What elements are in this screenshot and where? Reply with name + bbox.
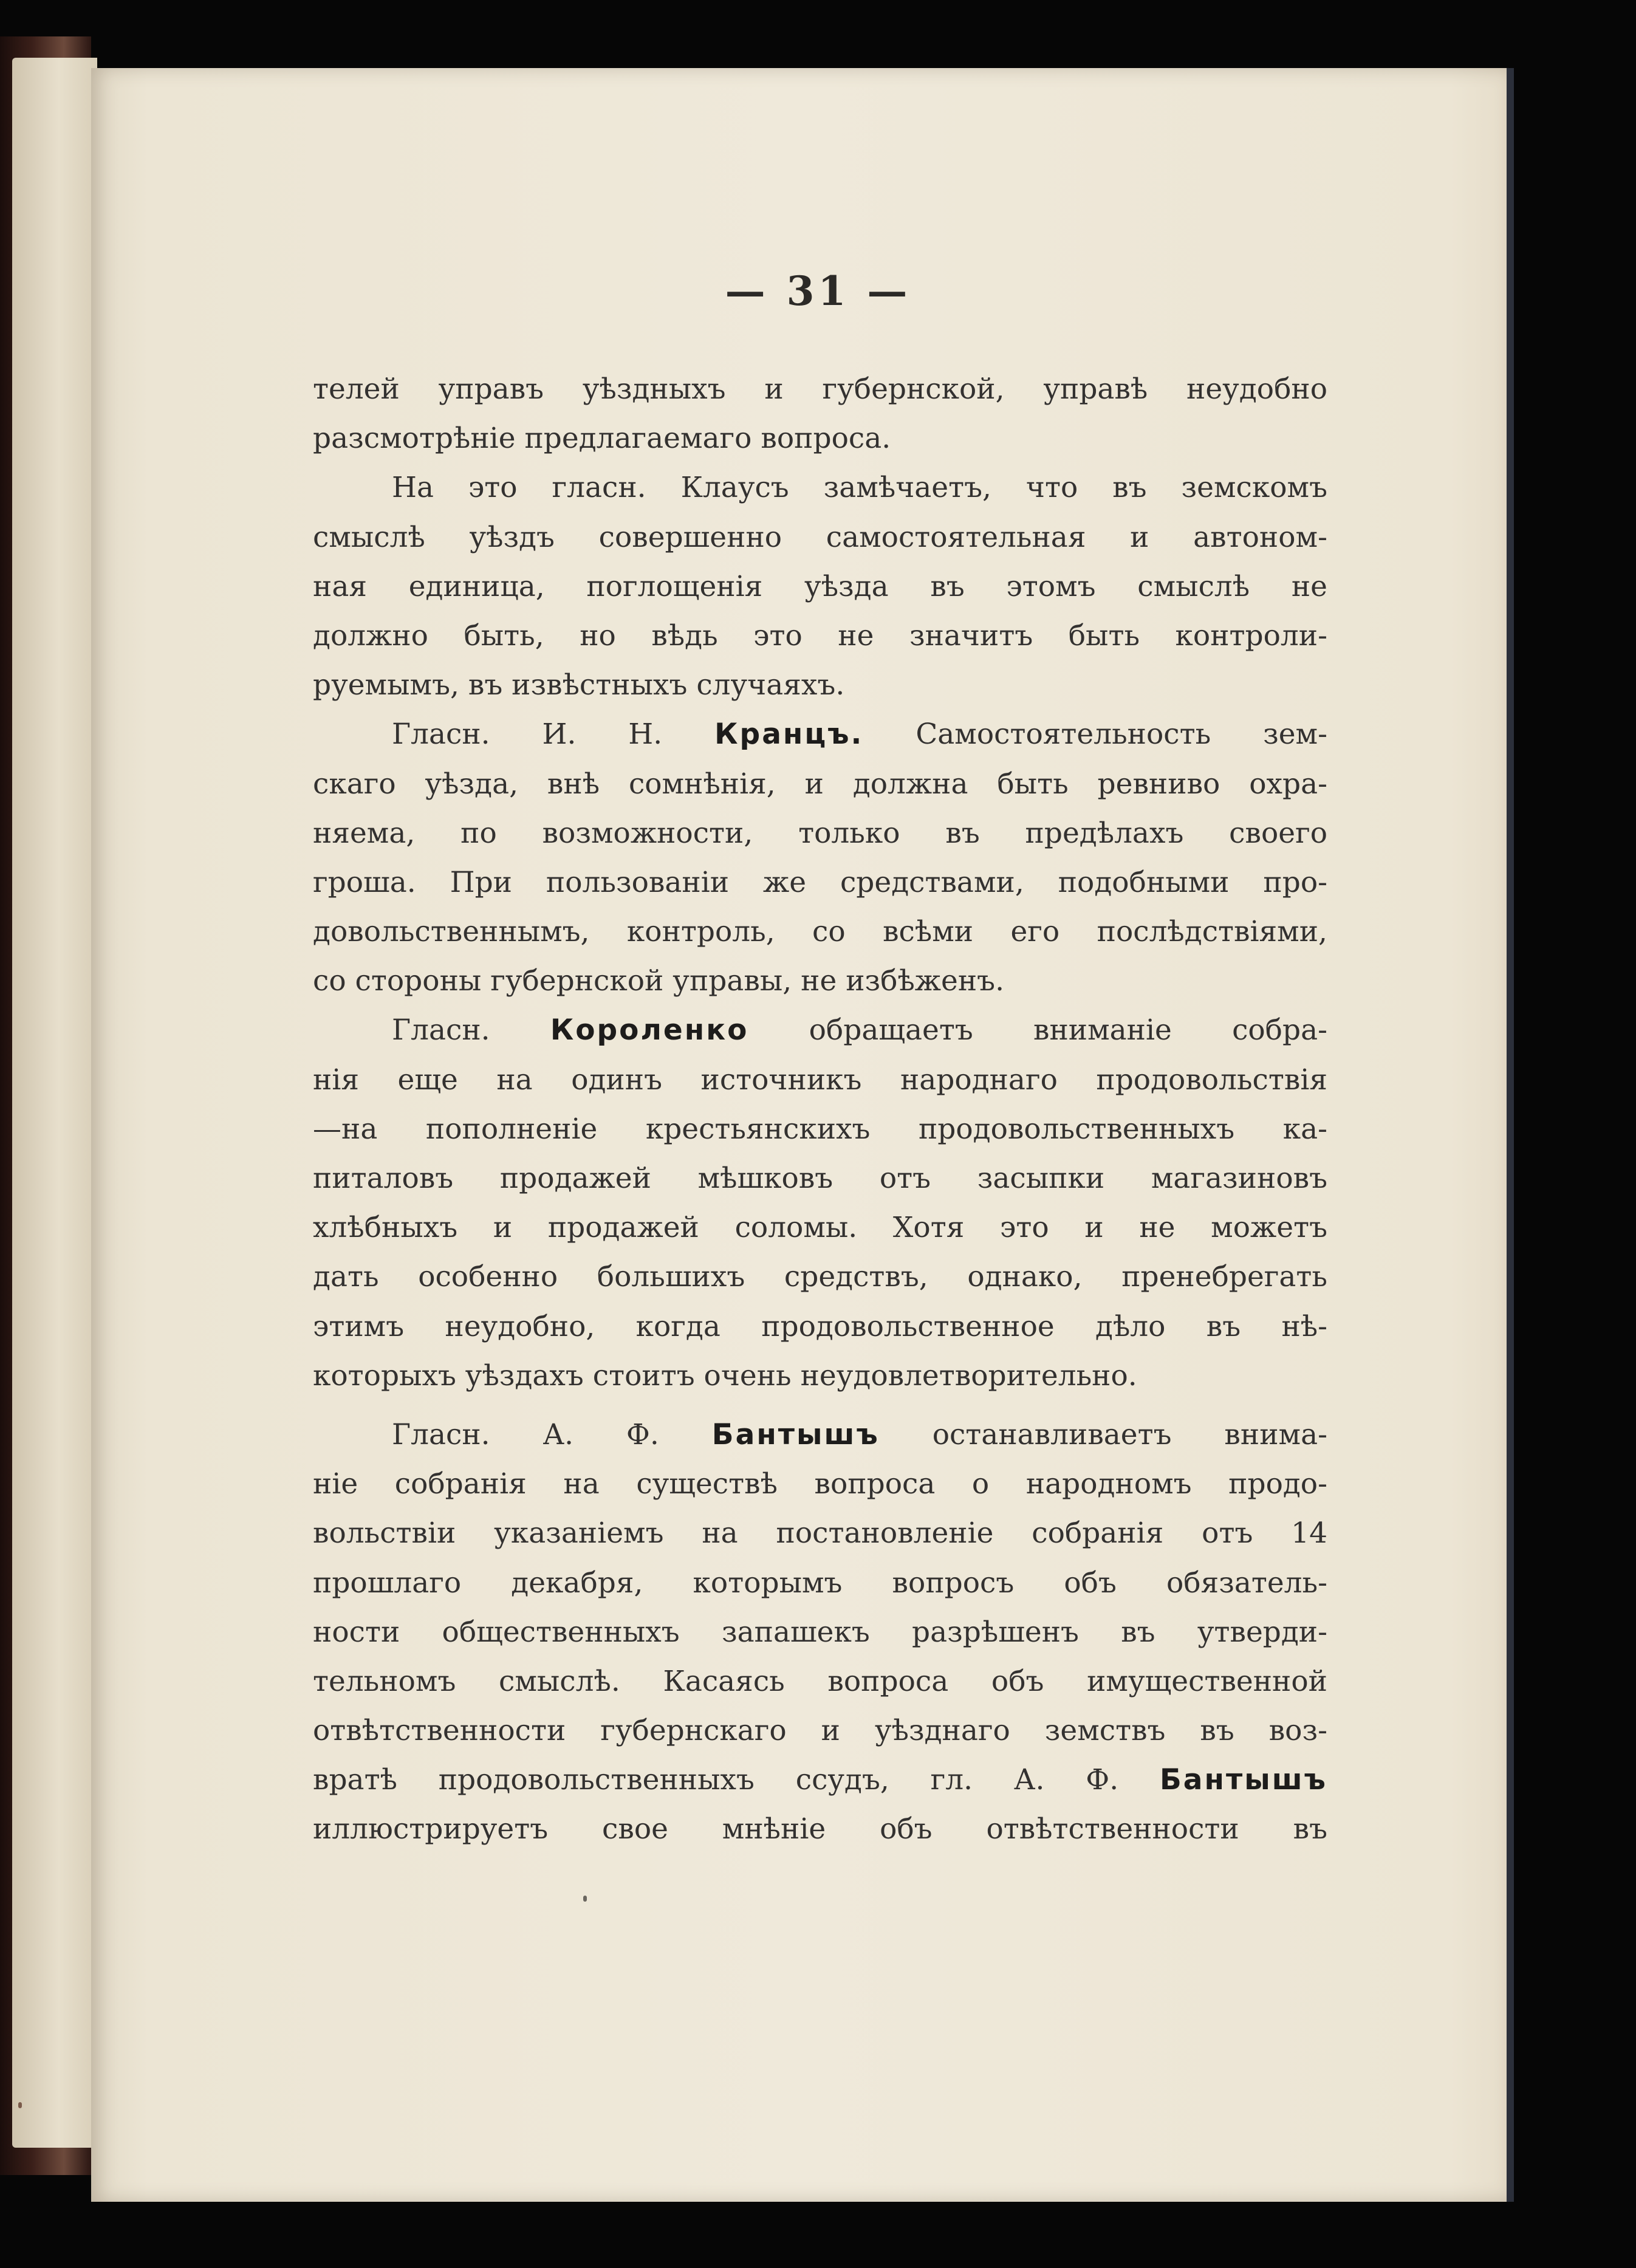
speaker-name: Бантышъ xyxy=(1159,1763,1327,1797)
speaker-name: Кранцъ. xyxy=(714,718,864,752)
text-line: этимъ неудобно, когда продовольственное дѣло въ нѣ- xyxy=(313,1309,1327,1343)
text-line: тельномъ смыслѣ. Касаясь вопроса объ имущественной xyxy=(313,1664,1327,1698)
text-line: няема, по возможности, только въ предѣлахъ своего xyxy=(313,816,1327,850)
text-line xyxy=(313,710,1327,759)
text-line: которыхъ уѣздахъ стоитъ очень неудовлетворительно. xyxy=(313,1358,1137,1393)
text-line: отвѣтственности губернскаго и уѣзднаго земствъ въ воз- xyxy=(313,1714,1327,1748)
text-line: ная единица, поглощенія уѣзда въ этомъ смыслѣ не xyxy=(313,569,1327,603)
paragraph-gap xyxy=(313,1400,1327,1410)
speaker-prefix: Гласн. И. Н. xyxy=(392,718,663,752)
text-line: довольственнымъ, контроль, со всѣми его послѣдствіями, xyxy=(313,915,1327,949)
text-line: питаловъ продажей мѣшковъ отъ засыпки магазиновъ xyxy=(313,1162,1327,1195)
page-number: — 31 — xyxy=(725,267,911,315)
text-line xyxy=(313,1006,1327,1055)
text-line: вольствіи указаніемъ на постановленіе собранія отъ 14 xyxy=(313,1516,1327,1550)
text-line xyxy=(313,1755,1327,1804)
speaker-prefix: Гласн. А. Ф. xyxy=(392,1417,659,1451)
text-segment: останавливаетъ внима- xyxy=(932,1417,1327,1451)
text-line: руемымъ, въ извѣстныхъ случаяхъ. xyxy=(313,668,845,702)
paper-speck xyxy=(583,1896,587,1902)
speaker-name: Короленко xyxy=(550,1013,749,1047)
text-line: ности общественныхъ запашекъ разрѣшенъ въ утверди- xyxy=(313,1615,1327,1649)
text-line xyxy=(313,1410,1327,1459)
text-segment: вратѣ продовольственныхъ ссудъ, гл. А. Ф. xyxy=(313,1763,1119,1797)
text-line: телей управъ уѣздныхъ и губернской, управѣ неудобно xyxy=(313,372,1327,406)
text-line: со стороны губернской управы, не избѣженъ. xyxy=(313,964,1005,998)
text-segment: обращаетъ вниманіе собра- xyxy=(809,1013,1327,1047)
text-line: хлѣбныхъ и продажей соломы. Хотя это и не можетъ xyxy=(313,1211,1327,1245)
speaker-name: Бантышъ xyxy=(711,1417,880,1451)
text-line: ніе собранія на существѣ вопроса о народномъ продо- xyxy=(313,1467,1327,1501)
text-line: —на пополненіе крестьянскихъ продовольственныхъ ка- xyxy=(313,1112,1327,1146)
paper-speck xyxy=(18,2102,22,2108)
page-edge-shadow xyxy=(1507,68,1514,2202)
text-line: разсмотрѣніе предлагаемаго вопроса. xyxy=(313,422,891,456)
text-segment: Самостоятельность зем- xyxy=(916,718,1327,752)
text-line: должно быть, но вѣдь это не значитъ быть контроли- xyxy=(313,618,1327,653)
text-line: прошлаго декабря, которымъ вопросъ объ обязатель- xyxy=(313,1566,1327,1600)
speaker-prefix: Гласн. xyxy=(392,1013,490,1047)
text-line: скаго уѣзда, внѣ сомнѣнія, и должна быть ревниво охра- xyxy=(313,767,1327,801)
facing-page-edge xyxy=(12,58,97,2148)
text-line: иллюстрируетъ свое мнѣніе объ отвѣтственности въ xyxy=(313,1812,1327,1846)
body-text xyxy=(313,365,1327,1854)
text-line: гроша. При пользованіи же средствами, подобными про- xyxy=(313,865,1327,899)
text-line: смыслѣ уѣздъ совершенно самостоятельная и автоном- xyxy=(313,520,1327,554)
text-line: дать особенно большихъ средствъ, однако, пренебрегать xyxy=(313,1260,1327,1294)
text-line: нія еще на одинъ источникъ народнаго продовольствія xyxy=(313,1063,1327,1097)
text-line: На это гласн. Клаусъ замѣчаетъ, что въ земскомъ xyxy=(392,471,1327,505)
